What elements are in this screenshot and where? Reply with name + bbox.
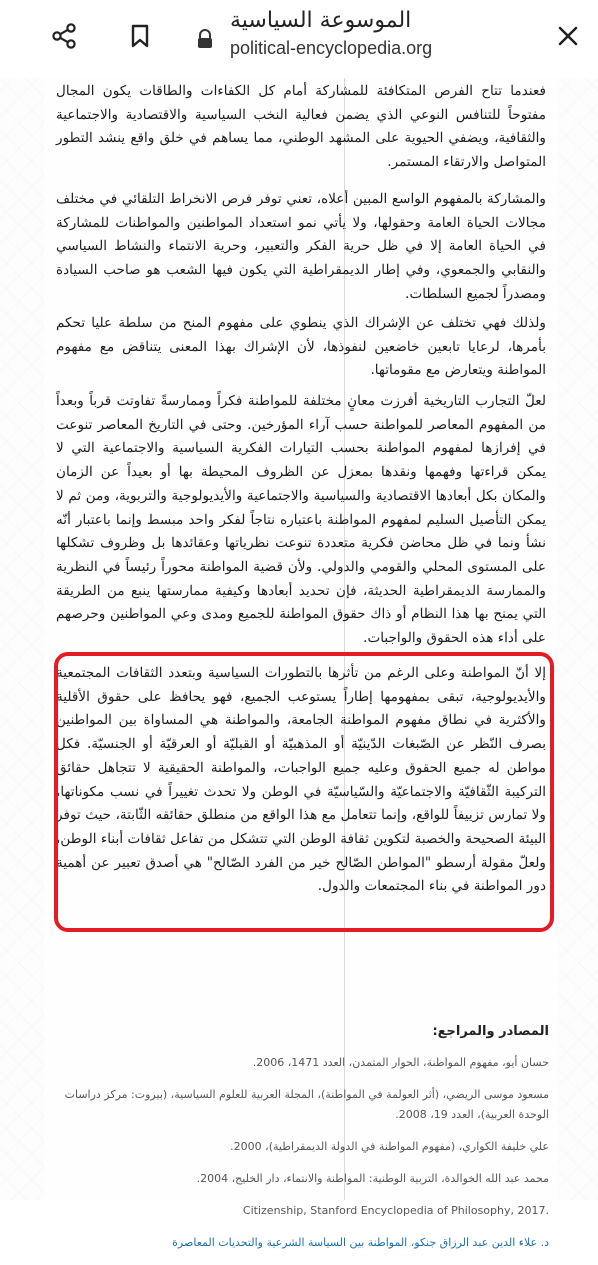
- lock-icon: [196, 29, 214, 53]
- reference-link[interactable]: د. علاء الدين عبد الرزاق جنكو، المواطنة بين السياسة الشرعية والتحديات المعاصرة: [172, 1236, 549, 1249]
- page-background: [0, 78, 598, 1249]
- article-document: [44, 78, 558, 1249]
- reference-item: Citizenship, Stanford Encyclopedia of Philosophy, 2017.: [242, 1204, 549, 1217]
- references-section: [54, 1024, 549, 1265]
- reference-item: مسعود موسى الريضي، (أثر العولمة في المواطنة)، المجلة العربية للعلوم السياسية، (بيروت: مركز دراسات الوحدة العربية)، العدد 19، 2008.: [64, 1088, 549, 1121]
- site-title-block: [230, 6, 550, 59]
- share-icon[interactable]: [44, 16, 84, 56]
- paragraph-1: فعندما تتاح الفرص المتكافئة للمشاركة أمام كل الكفاءات والطاقات يكون المجال مفتوحاً للتنافس النوعي الذي يضمن فعالية النخب السياسية والاقتصادية والاجتماعية والثقافية، ويضفي الحيوية على المشهد الوطني، مما يساهم في خلق واقع ينشد التطور المتواصل والارتقاء المستمر.: [56, 83, 546, 171]
- paragraph-5-highlighted: إلا أنّ المواطنة وعلى الرغم من تأثرها بالتطورات السياسية وبتعدد الثقافات المجتمعية والأيديولوجية، تبقى بمفهومها إطاراً يستوعب الجميع، فهو يحافظ على حقوق الأقلية والأكثرية في نطاق مفهوم المواطنة الجامعة، والمواطنة هي المساواة بين المواطنين بصرف النّظر عن الصّبغات الدّينيّة أو المذهبيّة أو القبليّة أو العرقيّة أو الجنسيّة. فكل مواطن له جميع الحقوق وعليه جميع الواجبات، والمواطنة الحقيقية لا تتجاهل حقائق التركيبة الثّقافيّة والاجتماعيّة والسّياسيّة في الوطن ولا تحدث تغييراً في نسب مكوناتها، ولا تمارس تزييفاً للواقع، وإنما تتعامل مع هذا الواقع من منطلق حقائقه الثّابتة، حيث توفر البيئة الصحيحة والخصبة لتكوين ثقافة الوطن التي تتشكل من تفاعل ثقافات أبناء الوطن، ولعلّ مقولة أرسطو "المواطن الصّالح خير من الفرد الصّالح" هي أصدق تعبير عن أهمية دور المواطنة في بناء المجتمعات والدول.: [56, 665, 546, 895]
- site-title: الموسوعة السياسية: [230, 8, 412, 33]
- red-highlight-box: [54, 652, 554, 932]
- close-icon[interactable]: [548, 16, 588, 56]
- reference-item: محمد عبد الله الخوالدة، التربية الوطنية: المواطنة والانتماء، دار الخليج، 2004.: [196, 1172, 549, 1185]
- paragraph-2: والمشاركة بالمفهوم الواسع المبين أعلاه، تعني توفر فرص الانخراط التلقائي في مختلف مجالات الحياة العامة وحقولها، ولا يأتي نمو استعداد المواطنين والمواطنات للمشاركة في الحياة العامة إلا في ظل حرية الفكر والتعبير، وحرية الانتماء والنشاط السياسي والنقابي والجمعوي، وفي إطار الديمقراطية التي يكون فيها الشعب هو صاحب السيادة ومصدراً لجميع السلطات.: [56, 191, 546, 302]
- reference-item: حسان أيو، مفهوم المواطنة، الحوار المتمدن، العدد 1471، 2006.: [252, 1056, 549, 1069]
- reference-item: علي خليفة الكواري، (مفهوم المواطنة في الدولة الديمقراطية)، 2000.: [230, 1140, 549, 1153]
- browser-toolbar: [0, 0, 598, 79]
- paragraph-4: لعلّ التجارب التاريخية أفرزت معانٍ مختلفة للمواطنة فكراً وممارسةً تفاوتت قرباً وبعداً من المفهوم المعاصر للمواطنة حسب آراء المؤرخين. وحتى في التاريخ المعاصر تنوعت في إفرازها لمفهوم المواطنة بحسب التيارات الفكرية السياسية والاجتماعية التي لا يمكن قراءتها وفهمها ونقدها بمعزل عن الظروف المحيطة بها أو بعيداً عن الزمان والمكان بكل أبعادها الاقتصادية والسياسية والاجتماعية والأيديولوجية والتربوية، ومن ثم لا يمكن التأصيل السليم لمفهوم المواطنة باعتباره نتاجاً لفكر واحد مبسط وإنما باعتبار أنّه نشأ ونما في ظل محاضن فكرية متعددة تنوعت نظرياتها وعقائدها بل وظروف تشكلها على المستوى المحلي والقومي والدولي. ولأن قضية المواطنة محوراً رئيساً في النظرية والممارسة الديمقراطية الحديثة، فإن تحديد أبعادها وكيفية ممارستها ينبع من الطريقة التي يمنح بها هذا النظام أو ذاك حقوق المواطنة للجميع ومدى وعي المواطنين وحرصهم على أداء هذه الحقوق والواجبات.: [56, 393, 546, 647]
- site-url[interactable]: political-encyclopedia.org: [230, 38, 433, 58]
- bookmark-icon[interactable]: [120, 16, 160, 56]
- references-title: المصادر والمراجع:: [432, 1024, 549, 1039]
- paragraph-3: ولذلك فهي تختلف عن الإشراك الذي ينطوي على مفهوم المنح من سلطة عليا تحكم بأمرها، لرعايا تابعين خاضعين لنفوذها، لأن الإشراك بهذا المعنى يتناقض مع مفهوم المواطنة ويتعارض مع مقوماتها.: [56, 315, 546, 379]
